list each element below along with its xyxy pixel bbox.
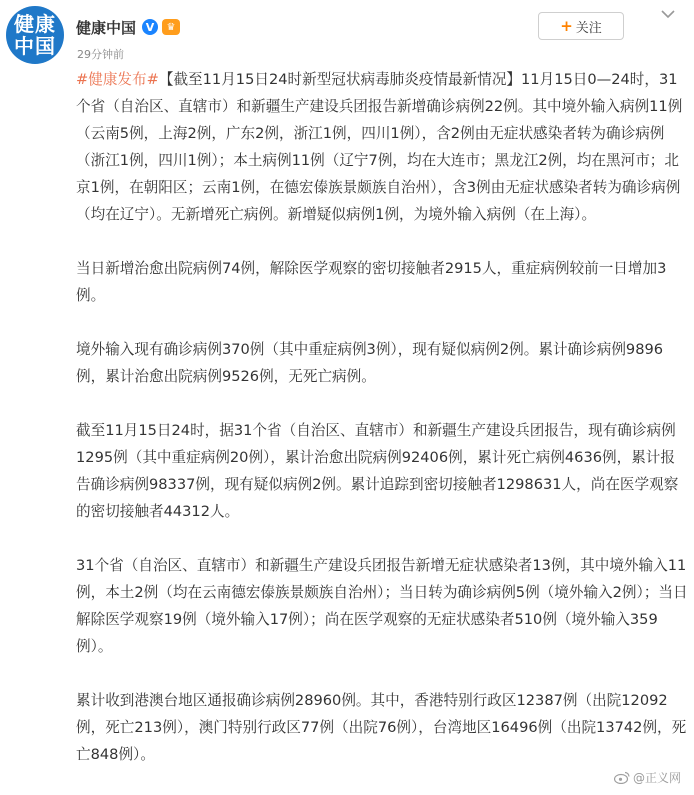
avatar-text: 健康中国: [14, 12, 56, 58]
user-name-row: [76, 16, 180, 38]
plus-icon: +: [560, 17, 573, 35]
user-name[interactable]: 健康中国: [76, 18, 137, 37]
post-paragraph-1: #健康发布#【截至11月15日24时新型冠状病毒肺炎疫情最新情况】11月15日0—24时，31个省（自治区、直辖市）和新疆生产建设兵团报告新增确诊病例22例。其中境外输入病例11例（云南5例，上海2例，广东2例，浙江1例，四川1例），含2例由无症状感染者转为确诊病例（浙江1例，四川1例）；本土病例11例（辽宁7例，均在大连市；黑龙江2例，均在黑河市；北京1例，在朝阳区；云南1例，在德宏傣族景颇族自治州），含3例由无症状感染者转为确诊病例（均在辽宁）。无新增死亡病例。新增疑似病例1例，为境外输入病例（在上海）。: [76, 71, 683, 223]
post-time[interactable]: 29分钟前: [77, 48, 124, 61]
weibo-icon: [614, 771, 630, 784]
watermark: [614, 766, 681, 788]
post-paragraph-4: 截至11月15日24时，据31个省（自治区、直辖市）和新疆生产建设兵团报告，现有确诊病例1295例（其中重症病例20例），累计治愈出院病例92406例，累计死亡病例4636例，累计报告确诊病例98337例，现有疑似病例2例。累计追踪到密切接触者1298631人，尚在医学观察的密切接触者44312人。: [76, 422, 679, 520]
post-paragraph-2: 当日新增治愈出院病例74例，解除医学观察的密切接触者2915人，重症病例较前一日增加3例。: [76, 260, 667, 304]
watermark-text: @正义网: [633, 770, 682, 785]
avatar[interactable]: [6, 6, 64, 64]
member-badge-icon: ♛: [162, 19, 180, 35]
post-paragraph-5: 31个省（自治区、直辖市）和新疆生产建设兵团报告新增无症状感染者13例，其中境外输入11例，本土2例（均在云南德宏傣族景颇族自治州）；当日转为确诊病例5例（境外输入2例）；当日解除医学观察19例（境外输入17例）；尚在医学观察的无症状感染者510例（境外输入359例）。: [76, 557, 688, 655]
follow-label: 关注: [575, 20, 602, 36]
hashtag-link[interactable]: #健康发布#: [76, 71, 159, 88]
chevron-down-icon[interactable]: [658, 10, 678, 24]
post-paragraph-6: 累计收到港澳台地区通报确诊病例28960例。其中，香港特别行政区12387例（出院12092例，死亡213例），澳门特别行政区77例（出院76例），台湾地区16496例（出院13742例，死亡848例）。: [76, 692, 687, 763]
post-content: [76, 66, 688, 795]
post-paragraph-3: 境外输入现有确诊病例370例（其中重症病例3例），现有疑似病例2例。累计确诊病例9896例，累计治愈出院病例9526例，无死亡病例。: [76, 341, 664, 385]
verified-icon: V: [142, 19, 158, 35]
follow-button[interactable]: [538, 12, 624, 40]
